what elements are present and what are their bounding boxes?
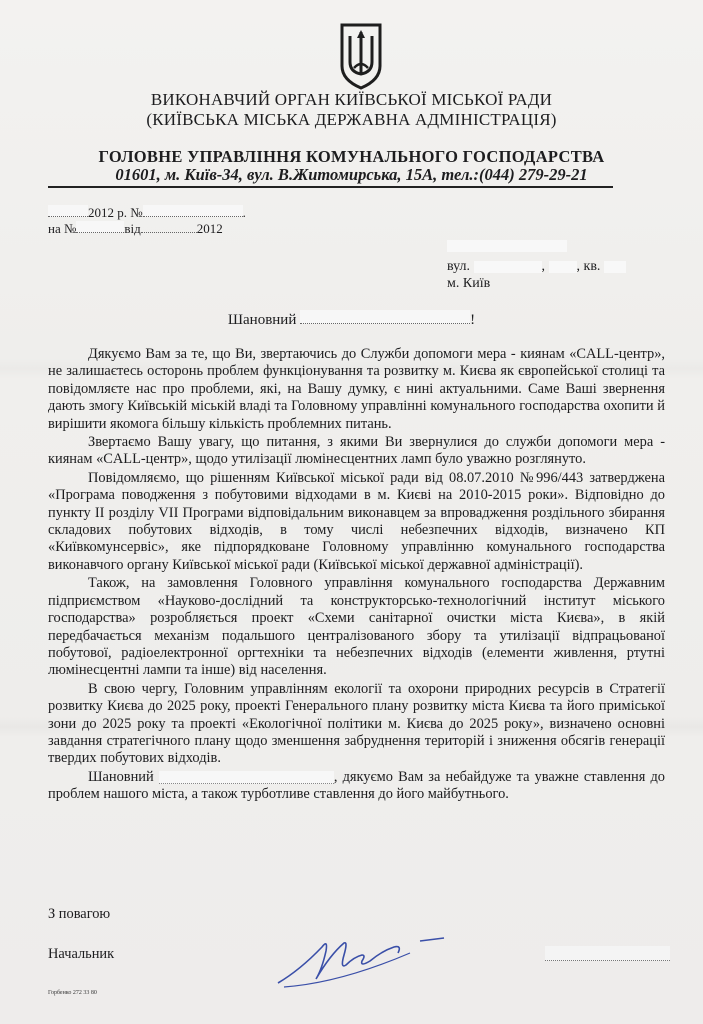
recipient-street: вул. , , кв. [447, 259, 626, 275]
paragraph: Повідомляємо, що рішенням Київської міської ради від 08.07.2010 №996/443 затверджена «Програма поводження з побутовими відходами в м. Києві на 2010-2015 роки». Відповідно до пункту II розділу VII Програми відповідальним виконавцем за впровадження роздільного збирання складових побутових відходів, в тому числі небезпечних відходів, визначено КП «Київкомунсервіс», яке підпорядковане Головному управлінню комунального господарства виконавчого органу Київської міської ради (Київської міської державної адміністрації). [48, 469, 665, 573]
redacted-signer-name [545, 946, 670, 961]
incoming-ref: на № від 2012 [48, 221, 223, 236]
trident-emblem-icon [337, 22, 385, 90]
redacted-street [474, 261, 542, 273]
department-title: ГОЛОВНЕ УПРАВЛІННЯ КОМУНАЛЬНОГО ГОСПОДАРСТВА [98, 147, 605, 166]
sign-off: З повагою [48, 906, 111, 922]
paragraph: Дякуємо Вам за те, що Ви, звертаючись до Служби допомоги мера - киянам «CALL-центр», не залишаєтесь осторонь проблем функціонування та розвитку м. Києва як європейської столиці та повідомляєте нас про проблеми, які, на Вашу думку, є нині актуальними. Саме Ваші звернення дають змогу Київській міській владі та Головному управлінні комунального господарства охопити й вирішити якомога більшу кількість проблемних питань. [48, 346, 665, 432]
org-subtitle: (КИЇВСЬКА МІСЬКА ДЕРЖАВНА АДМІНІСТРАЦІЯ) [146, 110, 557, 129]
redacted-name [447, 240, 567, 252]
redacted-number [143, 205, 243, 217]
recipient-city: м. Київ [447, 276, 491, 291]
handwritten-signature [270, 925, 450, 995]
header-divider [48, 186, 613, 188]
paragraph: В свою чергу, Головним управлінням екології та охорони природних ресурсів в Стратегії розвитку Києва до 2025 року, проекті Генерального плану розвитку міста Києва та його приміської зони до 2025 року та проекті «Екологічної політики м. Києва до 2025 року», визначено основні завдання стратегічного плану щодо зменшення забруднення територій і зниження обсягів генерації твердих побутових відходів. [48, 680, 665, 767]
paragraph: Звертаємо Вашу увагу, що питання, з якими Ви звернулися до служби допомоги мера - киянам «CALL-центр», щодо утилізації люмінесцентних ламп було уважно розглянуто. [48, 434, 665, 468]
redacted-date [48, 205, 88, 217]
redacted-number [76, 221, 124, 233]
redacted-recipient-name [300, 310, 470, 324]
redacted-house [549, 261, 577, 273]
org-title: ВИКОНАВЧИЙ ОРГАН КИЇВСЬКОЇ МІСЬКОЇ РАДИ [150, 90, 553, 109]
executor-note: Горбенко 272 33 80 [48, 990, 97, 996]
greeting: Шановний ! [227, 312, 476, 328]
recipient-name [447, 238, 567, 254]
department-address: 01601, м. Київ-34, вул. В.Житомирська, 15А, тел.:(044) 279-29-21 [115, 165, 588, 184]
redacted-recipient-name [159, 771, 334, 784]
outgoing-ref: 2012 р. № . [48, 205, 246, 221]
paragraph: Також, на замовлення Головного управління комунального господарства Державним підприємством «Науково-дослідний та конструкторсько-технологічний інститут міського господарства» розробляється проект «Схеми санітарної очистки міста Києва», в якій передбачається механізм подальшого централізованого збору та утилізації відпрацьованої побутової, радіоелектронної оргтехніки та небезпечних відходів (елементи живлення, ртутні люмінесцентні лампи та інше) від населення. [48, 575, 665, 679]
letter-body [48, 346, 665, 804]
paragraph: Шановний , дякуємо Вам за небайдуже та уважне ставлення до проблем нашого міста, а також турботливе ставлення до його майбутнього. [48, 768, 665, 803]
redacted-apartment [604, 261, 626, 273]
signer-position: Начальник [48, 946, 115, 962]
